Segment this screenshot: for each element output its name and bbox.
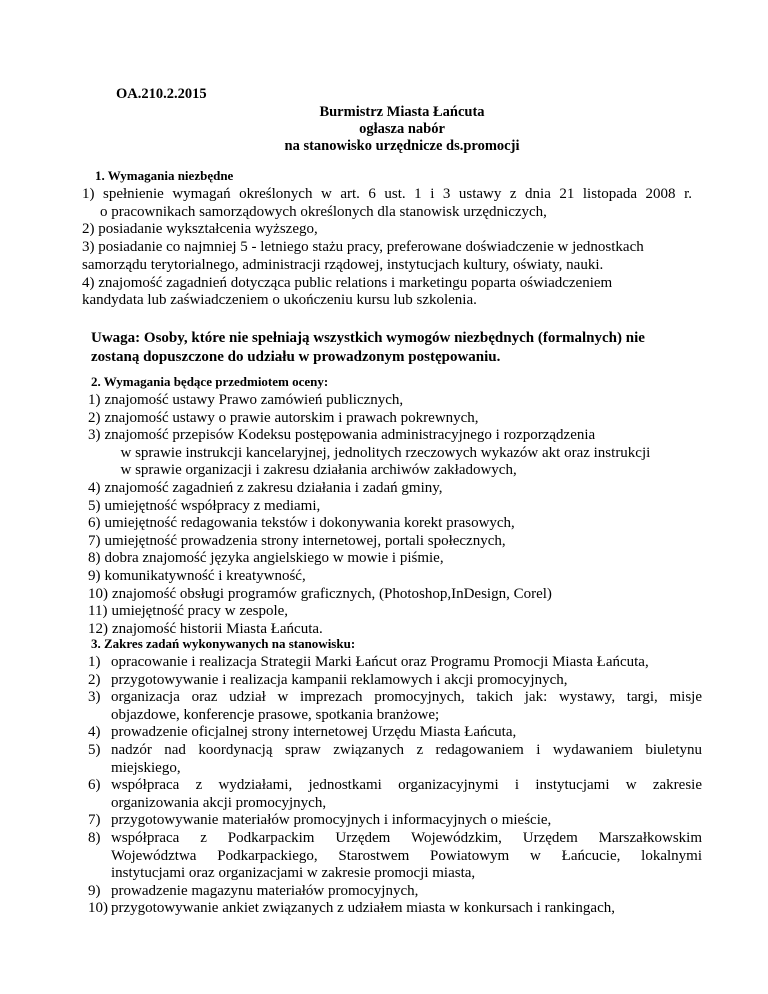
warning-line-2: zostaną dopuszczone do udziału w prowadzonym postępowaniu.: [91, 349, 501, 365]
header-line-2: ogłasza nabór: [359, 121, 445, 137]
section-1-line: 3) posiadanie co najmniej 5 - letniego stażu pracy, preferowane doświadczenie w jednostkach: [82, 239, 644, 256]
section-1-body: [82, 186, 702, 310]
header-line-1: Burmistrz Miasta Łańcuta: [319, 104, 485, 120]
list-item: 5) umiejętność współpracy z mediami,: [88, 497, 321, 514]
section-2-list: [88, 392, 668, 638]
list-item: 1) opracowanie i realizacja Strategii Marki Łańcut oraz Programu Promocji Miasta Łańcuta,: [88, 654, 649, 670]
list-item: 7) przygotowywanie materiałów promocyjnych i informacyjnych o mieście,: [88, 812, 552, 829]
list-item: 6) umiejętność redagowania tekstów i dokonywania korekt prasowych,: [88, 515, 515, 532]
list-item: 3) znajomość przepisów Kodeksu postępowania administracyjnego i rozporządzenia w sprawie instrukcji kancelaryjnej, jednolitych rzeczowych wykazów akt oraz instrukcji w sprawie organizacji i zakresu działania archiwów zakładowych,: [88, 427, 651, 479]
list-item: 9) komunikatywność i kreatywność,: [88, 567, 306, 584]
list-item: 11) umiejętność pracy w zespole,: [88, 603, 289, 620]
list-item: 5) nadzór nad koordynacją spraw związanych z redagowaniem i wydawaniem biuletynu miejskiego,: [88, 741, 702, 776]
section-1-line: 4) znajomość zagadnień dotycząca public relations i marketingu poparta oświadczeniem: [82, 274, 613, 291]
section-2-title: 2. Wymagania będące przedmiotem oceny:: [91, 374, 329, 389]
section-1-title: 1. Wymagania niezbędne: [95, 168, 234, 183]
section-1-line: 2) posiadanie wykształcenia wyższego,: [82, 221, 318, 238]
header-line-3: na stanowisko urzędnicze ds.promocji: [284, 138, 520, 154]
section-1-line: samorządu terytorialnego, administracji rządowej, instytucjach kultury, oświaty, nauki.: [82, 256, 604, 273]
list-item: 2) przygotowywanie i realizacja kampanii reklamowych i akcji promocyjnych,: [88, 671, 568, 688]
list-item: 2) znajomość ustawy o prawie autorskim i prawach pokrewnych,: [88, 409, 479, 426]
warning-line-1: Uwaga: Osoby, które nie spełniają wszystkich wymogów niezbędnych (formalnych) nie: [91, 330, 645, 346]
list-item: 1) znajomość ustawy Prawo zamówień publicznych,: [88, 392, 404, 408]
section-1-line: 1) spełnienie wymagań określonych w art. 6 ust. 1 i 3 ustawy z dnia 21 listopada 2008 r.: [82, 186, 692, 202]
announcement-header: [18, 104, 768, 155]
list-item: 4) znajomość zagadnień z zakresu działania i zadań gminy,: [88, 479, 443, 496]
list-item: 7) umiejętność prowadzenia strony internetowej, portali społecznych,: [88, 532, 506, 549]
list-item: 8) współpraca z Podkarpackim Urzędem Wojewódzkim, Urzędem Marszałkowskim Województwa Podkarpackiego, Starostwem Powiatowym w Łańcucie, lokalnymi instytucjami oraz organizacjami w zakresie promocji miasta,: [88, 829, 702, 882]
section-3-title: 3. Zakres zadań wykonywanych na stanowisku:: [91, 636, 356, 651]
list-item: 10) przygotowywanie ankiet związanych z udziałem miasta w konkursach i rankingach,: [88, 900, 615, 917]
section-1-line: o pracownikach samorządowych określonych dla stanowisk urzędniczych,: [100, 203, 547, 220]
list-item: 6) współpraca z wydziałami, jednostkami organizacyjnymi i instytucjami w zakresie organizowania akcji promocyjnych,: [88, 777, 702, 811]
section-1-line: kandydata lub zaświadczeniem o ukończeniu kursu lub szkolenia.: [82, 292, 477, 309]
list-item: 3) organizacja oraz udział w imprezach promocyjnych, takich jak: wystawy, targi, misje objazdowe, konferencje prasowe, spotkania branżowe;: [88, 689, 702, 723]
formal-requirements-warning: [91, 329, 701, 367]
list-item: 10) znajomość obsługi programów graficznych, (Photoshop,InDesign, Corel): [88, 585, 552, 602]
reference-number: OA.210.2.2015: [116, 86, 207, 102]
section-3-list: [88, 654, 702, 918]
list-item: 9) prowadzenie magazynu materiałów promocyjnych,: [88, 882, 419, 899]
list-item: 12) znajomość historii Miasta Łańcuta.: [88, 620, 323, 637]
list-item: 8) dobra znajomość języka angielskiego w mowie i piśmie,: [88, 550, 444, 567]
list-item: 4) prowadzenie oficjalnej strony internetowej Urzędu Miasta Łańcuta,: [88, 724, 517, 741]
